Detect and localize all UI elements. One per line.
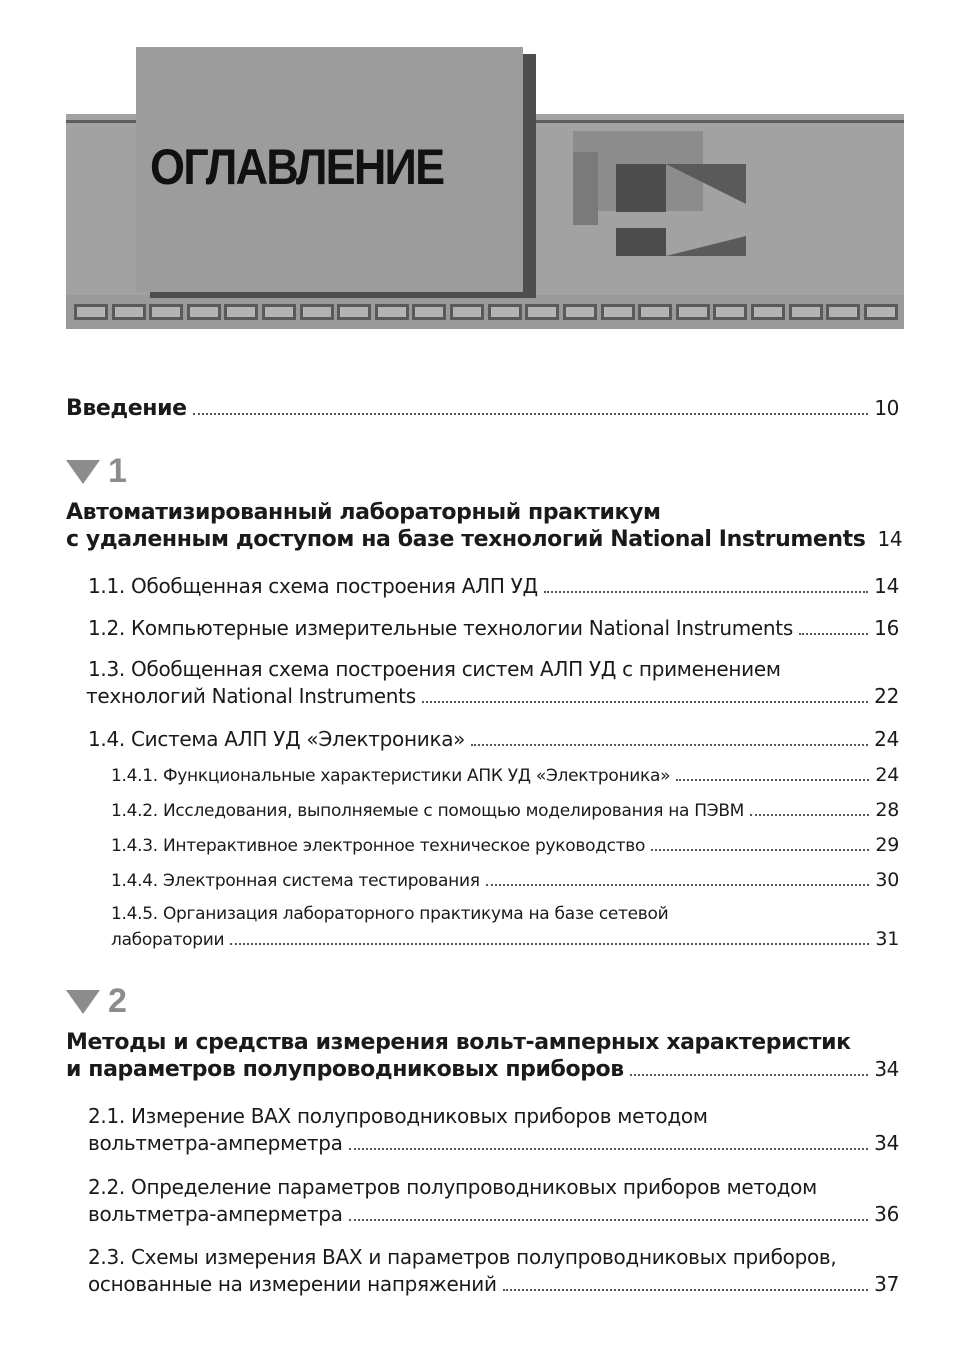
subsection-title: 1.4.1. Функциональные характеристики АПК УД «Электроника» (111, 766, 671, 786)
chapter-marker-1 (66, 452, 127, 491)
toc-page-number: 24 (874, 727, 899, 751)
decor-block-tall (573, 152, 598, 225)
toc-subsection-1-4-3[interactable] (111, 834, 899, 857)
section-title-line2: вольтметра-амперметра (88, 1131, 343, 1155)
section-title: 1.1. Обобщенная схема построения АЛП УД (88, 574, 538, 598)
toc-chapter-2[interactable] (66, 1030, 899, 1082)
toc-page-number: 34 (874, 1131, 899, 1155)
toc-section-1-1[interactable] (88, 574, 899, 599)
leader-dots (486, 884, 870, 886)
section-title-line1: 1.3. Обобщенная схема построения систем АЛП УД с применением (88, 657, 781, 681)
section-title: 1.4. Система АЛП УД «Электроника» (88, 727, 466, 751)
toc-section-2-1[interactable] (88, 1104, 899, 1156)
leader-dots (422, 701, 868, 703)
chapter-marker-2 (66, 982, 127, 1021)
toc-section-2-3[interactable] (88, 1245, 899, 1297)
decor-block-dark (616, 164, 666, 212)
chapter-number: 1 (108, 452, 127, 490)
chapter-title-line2: с удаленным доступом на базе технологий National Instruments (66, 527, 866, 552)
section-title-line2: технологий National Instruments (86, 684, 416, 708)
subsection-title: 1.4.3. Интерактивное электронное техническое руководство (111, 836, 646, 856)
toc-chapter-1[interactable] (66, 500, 903, 552)
toc-page-number: 30 (875, 869, 899, 891)
section-title-line1: 2.2. Определение параметров полупроводниковых приборов методом (88, 1175, 817, 1199)
toc-subsection-1-4-4[interactable] (111, 869, 899, 892)
section-title-line2: вольтметра-амперметра (88, 1202, 343, 1226)
toc-subsection-1-4-1[interactable] (111, 764, 899, 787)
toc-page-number: 10 (874, 396, 899, 420)
toc-page-number: 16 (874, 616, 899, 640)
toc-page-number: 36 (874, 1202, 899, 1226)
toc-section-1-2[interactable] (88, 616, 899, 641)
decor-triangles (666, 164, 746, 258)
page-title: ОГЛАВЛЕНИЕ (150, 139, 444, 195)
chapter-title-line1: Автоматизированный лабораторный практикум (66, 500, 661, 525)
leader-dots (503, 1289, 868, 1291)
film-strip-holes (74, 304, 898, 320)
toc-page-number: 24 (875, 764, 899, 786)
subsection-title: 1.4.4. Электронная система тестирования (111, 871, 480, 891)
decor-block-small (616, 228, 666, 256)
leader-dots (676, 779, 869, 781)
chapter-title-line2: и параметров полупроводниковых приборов (66, 1057, 624, 1082)
leader-dots (193, 413, 869, 415)
toc-entry-label: Введение (66, 396, 187, 421)
toc-page-number: 31 (875, 928, 899, 950)
section-title-line1: 2.1. Измерение ВАХ полупроводниковых приборов методом (88, 1104, 708, 1128)
leader-dots (630, 1074, 869, 1076)
toc-page-number: 37 (874, 1272, 899, 1296)
toc-subsection-1-4-2[interactable] (111, 799, 899, 822)
chapter-title-line1: Методы и средства измерения вольт-амперных характеристик (66, 1030, 851, 1055)
leader-dots (651, 849, 869, 851)
toc-subsection-1-4-5[interactable] (111, 904, 899, 951)
toc-page-number: 28 (875, 799, 899, 821)
toc-page-number: 22 (874, 684, 899, 708)
toc-section-1-4[interactable] (88, 727, 899, 752)
subsection-title-line1: 1.4.5. Организация лабораторного практикума на базе сетевой (111, 904, 669, 924)
toc-page-number: 29 (875, 834, 899, 856)
toc-page-number: 14 (874, 574, 899, 598)
leader-dots (349, 1148, 869, 1150)
section-title: 1.2. Компьютерные измерительные технологии National Instruments (88, 616, 793, 640)
leader-dots (750, 814, 869, 816)
triangle-down-icon (66, 460, 100, 484)
section-title-line2: основанные на измерении напряжений (88, 1272, 497, 1296)
leader-dots (544, 591, 868, 593)
section-title-line1: 2.3. Схемы измерения ВАХ и параметров полупроводниковых приборов, (88, 1245, 837, 1269)
leader-dots (471, 744, 868, 746)
leader-dots (799, 633, 868, 635)
chapter-number: 2 (108, 982, 127, 1020)
toc-section-2-2[interactable] (88, 1175, 899, 1227)
leader-dots (230, 943, 869, 945)
toc-page-number: 14 (877, 527, 903, 551)
leader-dots (349, 1219, 869, 1221)
subsection-title-line2: лаборатории (111, 930, 225, 950)
toc-section-1-3[interactable] (88, 657, 899, 709)
subsection-title: 1.4.2. Исследования, выполняемые с помощью моделирования на ПЭВМ (111, 801, 745, 821)
toc-entry-intro[interactable] (66, 396, 899, 421)
header-banner (0, 0, 957, 340)
toc-page-number: 34 (874, 1057, 899, 1081)
triangle-down-icon (66, 990, 100, 1014)
